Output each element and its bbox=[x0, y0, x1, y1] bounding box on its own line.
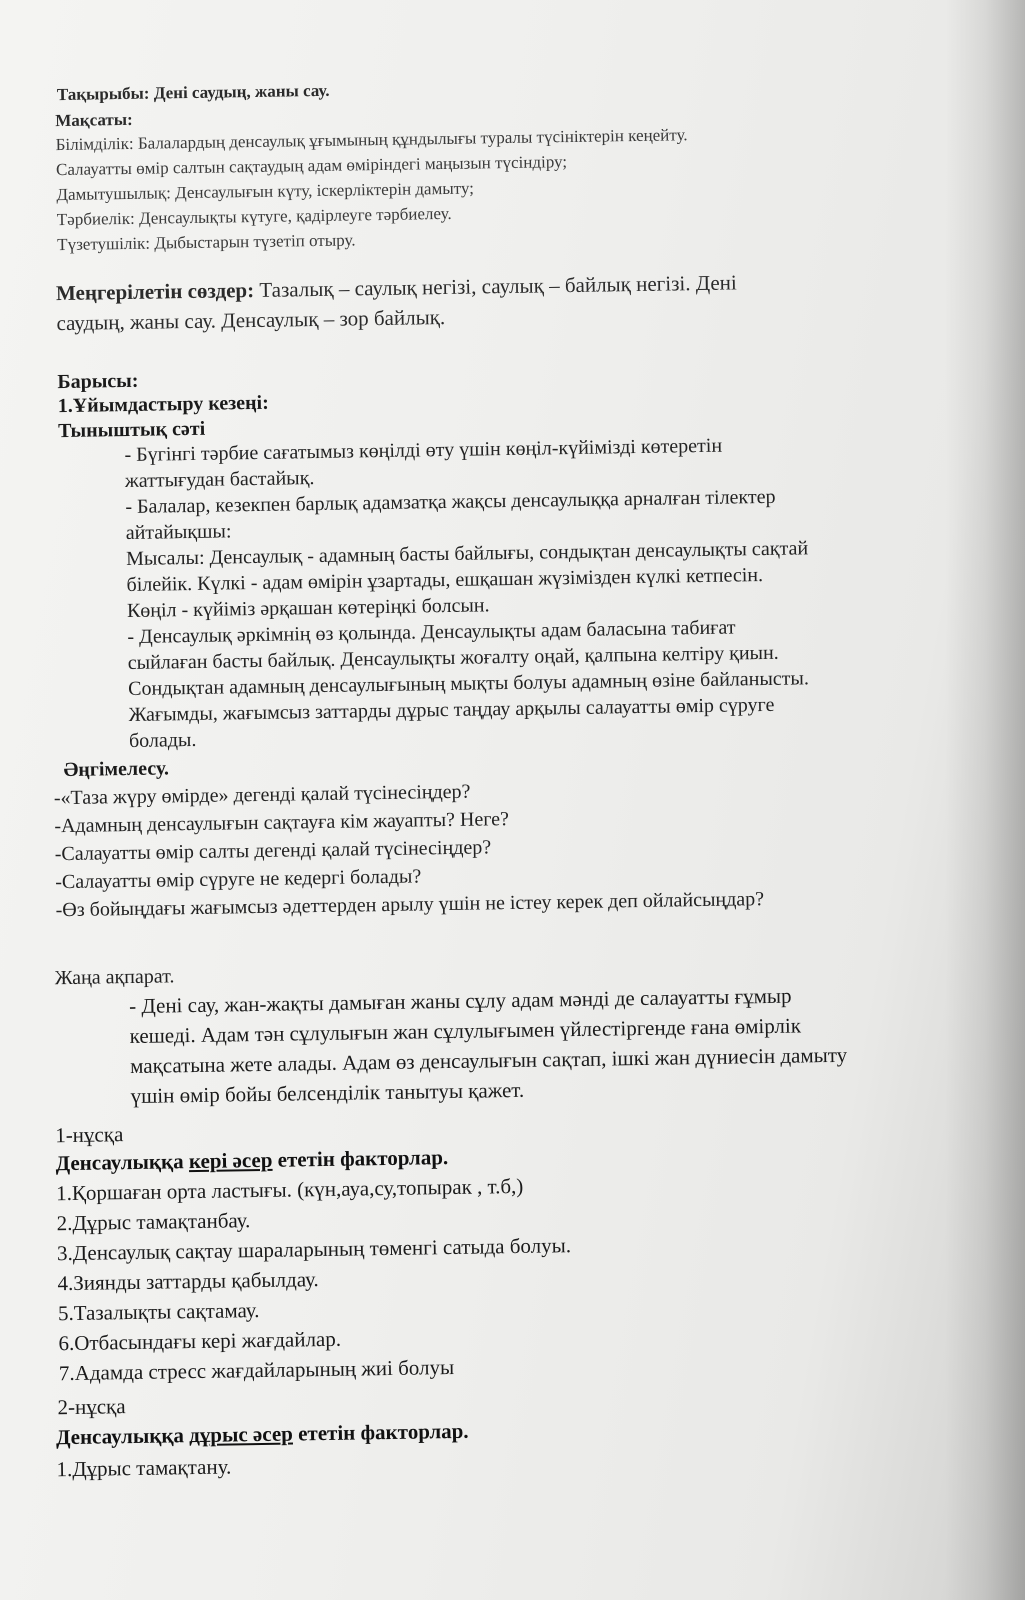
variant-heading-underlined: кері әсер bbox=[188, 1147, 273, 1174]
question-line: -Өз бойыңдағы жағымсыз әдеттерден арылу үшін не істеу керек деп ойлайсыңдар? bbox=[55, 888, 765, 922]
factor-item: 1.Қоршаған орта ластығы. (күн,ауа,су,топырак , т.б,) bbox=[55, 1173, 524, 1206]
factor-item: 2.Дұрыс тамақтанбау. bbox=[56, 1208, 251, 1236]
paragraph-line: - Бүгінгі тәрбие сағатымыз көңілді өту үшін көңіл-күйімізді көтеретін bbox=[124, 434, 723, 467]
variant-heading bbox=[56, 1419, 469, 1450]
news-line: кешеді. Адам тән сұлулығын жан сұлулығымен үйлестіргенде ғана өмірлік bbox=[129, 1013, 802, 1049]
factor-item: 4.Зиянды заттарды қабылдау. bbox=[57, 1267, 319, 1296]
factor-item: 3.Денсаулық сақтау шараларының төменгі сатыда болуы. bbox=[56, 1233, 572, 1266]
lesson-title: Тақырыбы: Дені саудың, жаны сау. bbox=[56, 80, 330, 105]
goal-label: Мақсаты: bbox=[55, 109, 133, 131]
paragraph-line: - Денсаулық әркімнің өз қолында. Денсаулықты адам баласына табиғат bbox=[127, 616, 736, 649]
paragraph-line: Көңіл - күйіміз әрқашан көтеріңкі болсын. bbox=[126, 594, 490, 623]
goal-line: Білімділік: Балалардың денсаулық ұғымының құндылығы туралы түсініктерін кеңейту. bbox=[55, 125, 688, 155]
vocab-text: Тазалық – саулық негізі, саулық – байлық негізі. Дені bbox=[259, 270, 737, 302]
stage-heading: 1.Ұйымдастыру кезеңі: bbox=[57, 391, 269, 418]
variant-heading-pre: Денсаулыққа bbox=[55, 1423, 190, 1450]
question-line: -Салауатты өмір салты дегенді қалай түсінесіңдер? bbox=[54, 836, 492, 866]
goal-line: Тәрбиелік: Денсаулықты күтуге, қадірлеуге тәрбиелеу. bbox=[56, 203, 452, 230]
goal-line: Түзетушілік: Дыбыстарын түзетіп отыру. bbox=[57, 230, 356, 255]
variant-heading-post: ететін факторлар. bbox=[272, 1145, 449, 1172]
factor-item: 7.Адамда стресс жағдайларының жиі болуы bbox=[58, 1354, 455, 1386]
paragraph-line: - Балалар, кезекпен барлық адамзатқа жақсы денсаулыққа арналған тілектер bbox=[125, 485, 776, 519]
paragraph-line: Сондықтан адамның денсаулығының мықты болуы адамның өзіне байланысты. bbox=[128, 667, 810, 701]
variant-heading-post: ететін факторлар. bbox=[292, 1418, 469, 1446]
factor-item: 1.Дұрыс тамақтану. bbox=[56, 1454, 232, 1482]
goal-line: Салауатты өмір салтын сақтаудың адам өміріндегі маңызын түсіндіру; bbox=[55, 152, 568, 180]
factor-item: 5.Тазалықты сақтамау. bbox=[57, 1298, 260, 1326]
talk-heading: Әңгімелесу. bbox=[63, 757, 170, 782]
paragraph-line: айтайықшы: bbox=[125, 520, 232, 545]
variant-heading bbox=[55, 1145, 448, 1175]
variant-heading-pre: Денсаулыққа bbox=[55, 1149, 190, 1176]
question-line: -Адамның денсаулығын сақтауға кім жауапты? Неге? bbox=[54, 808, 510, 838]
paragraph-line: Мысалы: Денсаулық - адамның басты байлығы, сондықтан денсаулықты сақтай bbox=[125, 537, 809, 571]
paragraph-line: білейік. Күлкі - адам өмірін ұзартады, ешқашан жүзімізден күлкі кетпесін. bbox=[126, 564, 764, 597]
vocab-label: Меңгерілетін сөздер: bbox=[55, 277, 255, 306]
factor-item: 6.Отбасындағы кері жағдайлар. bbox=[58, 1326, 342, 1356]
news-line: мақсатына жете алады. Адам өз денсаулығын сақтап, ішкі жан дүниесін дамыту bbox=[129, 1042, 848, 1079]
paragraph-line: Жағымды, жағымсыз заттарды дұрыс таңдау арқылы салауатты өмір сүруге bbox=[128, 693, 775, 727]
question-line: -«Таза жүру өмірде» дегенді қалай түсінесіңдер? bbox=[53, 780, 471, 810]
variant-label: 2-нұсқа bbox=[57, 1394, 126, 1420]
paragraph-line: сыйлаған басты байлық. Денсаулықты жоғалту оңай, қалпына келтіру қиын. bbox=[127, 641, 779, 675]
news-line: - Дені сау, жан-жақты дамыған жаны сұлу адам мәнді де салауатты ғұмыр bbox=[129, 983, 792, 1019]
vocab-line: саудың, жаны сау. Денсаулық – зор байлық. bbox=[56, 304, 446, 336]
process-label: Барысы: bbox=[57, 369, 139, 394]
moment-heading: Тыныштық сәті bbox=[57, 417, 206, 443]
variant-heading-underlined: дұрыс әсер bbox=[188, 1421, 294, 1448]
paragraph-line: болады. bbox=[128, 728, 197, 753]
news-heading: Жаңа ақпарат. bbox=[54, 965, 175, 990]
variant-label: 1-нұсқа bbox=[55, 1122, 124, 1148]
goal-line: Дамытушылық: Денсаулығын күту, іскерліктерін дамыту; bbox=[56, 178, 475, 205]
question-line: -Салауатты өмір сүруге не кедергі болады? bbox=[55, 865, 422, 894]
news-line: үшін өмір бойы белсенділік танытуы қажет. bbox=[130, 1077, 525, 1109]
vocab-line bbox=[56, 270, 737, 305]
paragraph-line: жаттығудан бастайық. bbox=[124, 467, 315, 493]
